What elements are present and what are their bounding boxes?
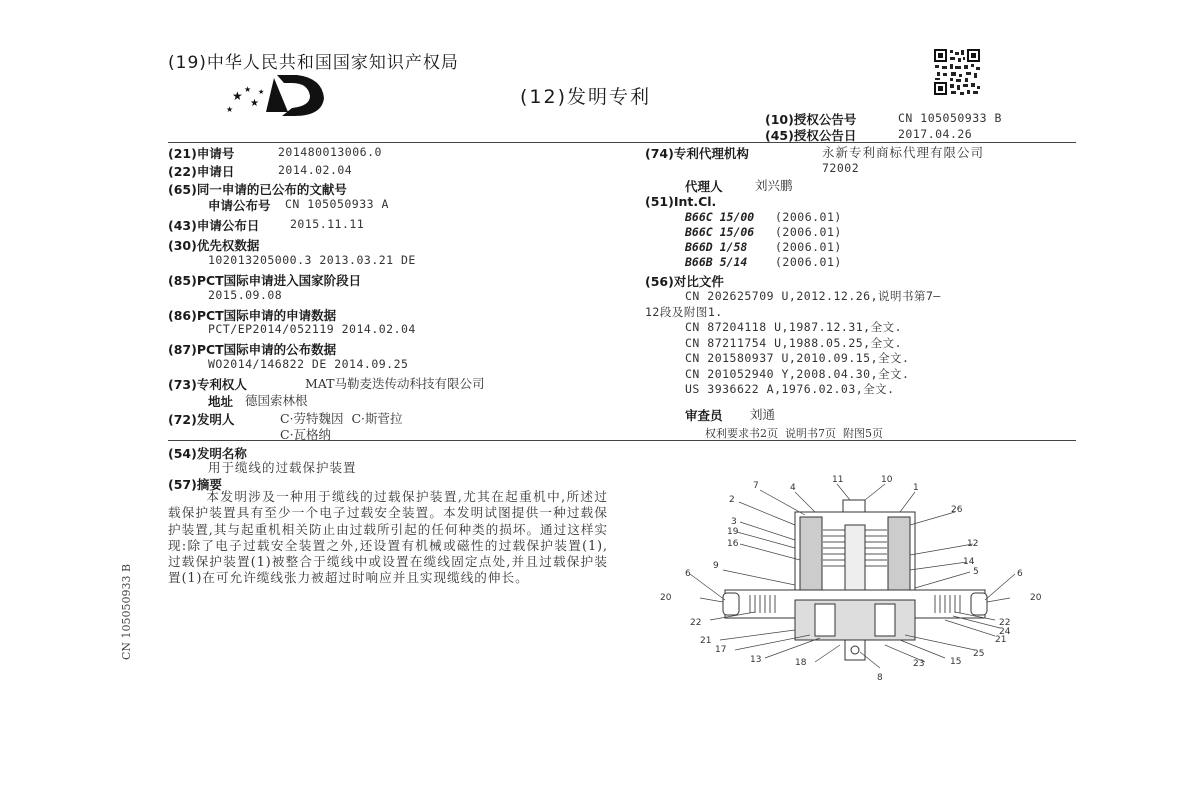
field-73-addr-value: 德国索林根 — [245, 393, 308, 408]
title-label: (54)发明名称 — [168, 446, 247, 461]
pub-number-value: CN 105050933 B — [898, 111, 1002, 125]
field-22-value: 2014.02.04 — [278, 163, 353, 177]
field-22-label: (22)申请日 — [168, 164, 235, 179]
agent-value: 刘兴鹏 — [755, 178, 793, 193]
field-73-addr-label: 地址 — [208, 394, 234, 409]
field-72-value-2: C·瓦格纳 — [280, 427, 332, 442]
fig-label-5: 5 — [973, 567, 979, 577]
technical-drawing — [655, 470, 1055, 685]
field-73-value: MAT马勒麦迭传动科技有限公司 — [305, 376, 485, 391]
document-type: (12)发明专利 — [520, 86, 652, 108]
ipc-code: B66D 1/58 — [685, 240, 748, 254]
field-72-label: (72)发明人 — [168, 412, 235, 427]
field-30-value: 102013205000.3 2013.03.21 DE — [208, 253, 416, 267]
field-21-label: (21)申请号 — [168, 146, 235, 161]
ipc-year: (2006.01) — [775, 240, 842, 254]
fig-label-21-right: 21 — [995, 635, 1007, 645]
field-65-sub-label: 申请公布号 — [208, 198, 271, 213]
agent-label: 代理人 — [685, 179, 723, 194]
fig-label-17: 17 — [715, 645, 727, 655]
field-56-label: (56)对比文件 — [645, 274, 724, 289]
invention-title: 用于缆线的过载保护装置 — [208, 460, 357, 475]
fig-label-16: 16 — [727, 539, 739, 549]
svg-text:★: ★ — [232, 89, 243, 103]
pub-number-label: (10)授权公告号 — [765, 112, 857, 127]
field-85-value: 2015.09.08 — [208, 288, 283, 302]
fig-label-26: 26 — [951, 505, 963, 515]
field-86-value: PCT/EP2014/052119 2014.02.04 — [208, 322, 416, 336]
svg-text:★: ★ — [244, 85, 252, 94]
ipc-code: B66B 5/14 — [685, 255, 748, 269]
fig-label-13: 13 — [750, 655, 762, 665]
side-pub-number: CN 105050933 B — [120, 563, 133, 660]
pub-date-value: 2017.04.26 — [898, 127, 973, 141]
ipc-code: B66C 15/06 — [685, 225, 755, 239]
field-65-label: (65)同一申请的已公布的文献号 — [168, 182, 347, 197]
page-counts: 权利要求书2页 说明书7页 附图5页 — [705, 427, 883, 440]
field-65-sub-value: CN 105050933 A — [285, 197, 389, 211]
field-74-code: 72002 — [822, 161, 860, 175]
cnipa-logo — [222, 70, 332, 120]
svg-text:★: ★ — [258, 88, 265, 96]
field-43-value: 2015.11.11 — [290, 217, 365, 231]
fig-label-21-left: 21 — [700, 636, 712, 646]
pub-date-label: (45)授权公告日 — [765, 128, 857, 143]
fig-label-15: 15 — [950, 657, 962, 667]
field-30-label: (30)优先权数据 — [168, 238, 260, 253]
field-86-label: (86)PCT国际申请的申请数据 — [168, 308, 337, 323]
svg-text:★: ★ — [226, 105, 234, 114]
fig-label-6-left: 6 — [685, 569, 691, 579]
svg-text:★: ★ — [250, 98, 259, 109]
citation-line: CN 201580937 U,2010.09.15,全文. — [685, 351, 910, 365]
field-74-label: (74)专利代理机构 — [645, 146, 749, 161]
field-74-value: 永新专利商标代理有限公司 — [822, 145, 985, 160]
fig-label-14: 14 — [963, 557, 975, 567]
fig-label-19: 19 — [727, 527, 739, 537]
fig-label-7: 7 — [753, 481, 759, 491]
fig-label-6-right: 6 — [1017, 569, 1023, 579]
fig-label-10: 10 — [881, 475, 893, 485]
abstract-text — [168, 489, 608, 587]
fig-label-3: 3 — [731, 517, 737, 527]
field-73-label: (73)专利权人 — [168, 377, 247, 392]
ipc-code: B66C 15/00 — [685, 210, 755, 224]
field-51-label: (51)Int.Cl. — [645, 194, 717, 209]
fig-label-25: 25 — [973, 649, 985, 659]
fig-label-12: 12 — [967, 539, 979, 549]
fig-label-23: 23 — [913, 659, 925, 669]
citation-line: 12段及附图1. — [645, 304, 723, 319]
examiner-value: 刘通 — [750, 407, 776, 422]
field-85-label: (85)PCT国际申请进入国家阶段日 — [168, 273, 362, 288]
fig-label-18: 18 — [795, 658, 807, 668]
header-divider — [168, 142, 1076, 143]
fig-label-4: 4 — [790, 483, 796, 493]
qr-code — [933, 48, 981, 96]
fig-label-20-right: 20 — [1030, 593, 1042, 603]
citation-line: CN 202625709 U,2012.12.26,说明书第7— — [685, 289, 941, 303]
fig-label-20-left: 20 — [660, 593, 672, 603]
middle-divider — [168, 440, 1076, 441]
abstract-label: (57)摘要 — [168, 477, 222, 492]
ipc-year: (2006.01) — [775, 255, 842, 269]
field-21-value: 201480013006.0 — [278, 145, 382, 159]
fig-label-24: 24 — [999, 627, 1011, 637]
field-87-value: WO2014/146822 DE 2014.09.25 — [208, 357, 409, 371]
fig-label-2: 2 — [729, 495, 735, 505]
abstract-body: 本发明涉及一种用于缆线的过载保护装置,尤其在起重机中,所述过载保护装置具有至少一个电子过载安全装置。本发明试图提供一种过载保护装置,其与起重机相关防止由过载所引起的任何种类的损坏。通过这样实现:除了电子过载安全装置之外,还设置有机械或磁性的过载保护装置(1),过载保护装置(1)被整合于缆线中或设置在缆线固定点处,并且过载保护装置(1)在可允许缆线张力被超过时响应并且实现缆线的伸长。 — [168, 489, 609, 586]
citation-line: CN 87211754 U,1988.05.25,全文. — [685, 335, 903, 350]
citation-line: CN 87204118 U,1987.12.31,全文. — [685, 320, 903, 334]
ipc-year: (2006.01) — [775, 225, 842, 239]
field-87-label: (87)PCT国际申请的公布数据 — [168, 342, 337, 357]
fig-label-8: 8 — [877, 673, 883, 683]
office-header: (19)中华人民共和国国家知识产权局 — [168, 53, 459, 73]
fig-label-22-left: 22 — [690, 618, 702, 628]
ipc-year: (2006.01) — [775, 210, 842, 224]
field-72-value-1: C·劳特魏因 C·斯菅拉 — [280, 411, 403, 426]
field-43-label: (43)申请公布日 — [168, 218, 260, 233]
fig-label-9: 9 — [713, 561, 719, 571]
citation-line: US 3936622 A,1976.02.03,全文. — [685, 382, 895, 396]
fig-label-11: 11 — [832, 475, 844, 485]
citation-line: CN 201052940 Y,2008.04.30,全文. — [685, 366, 910, 381]
fig-label-22-right: 22 — [999, 618, 1011, 628]
fig-label-1: 1 — [913, 483, 919, 493]
examiner-label: 审查员 — [685, 408, 723, 423]
